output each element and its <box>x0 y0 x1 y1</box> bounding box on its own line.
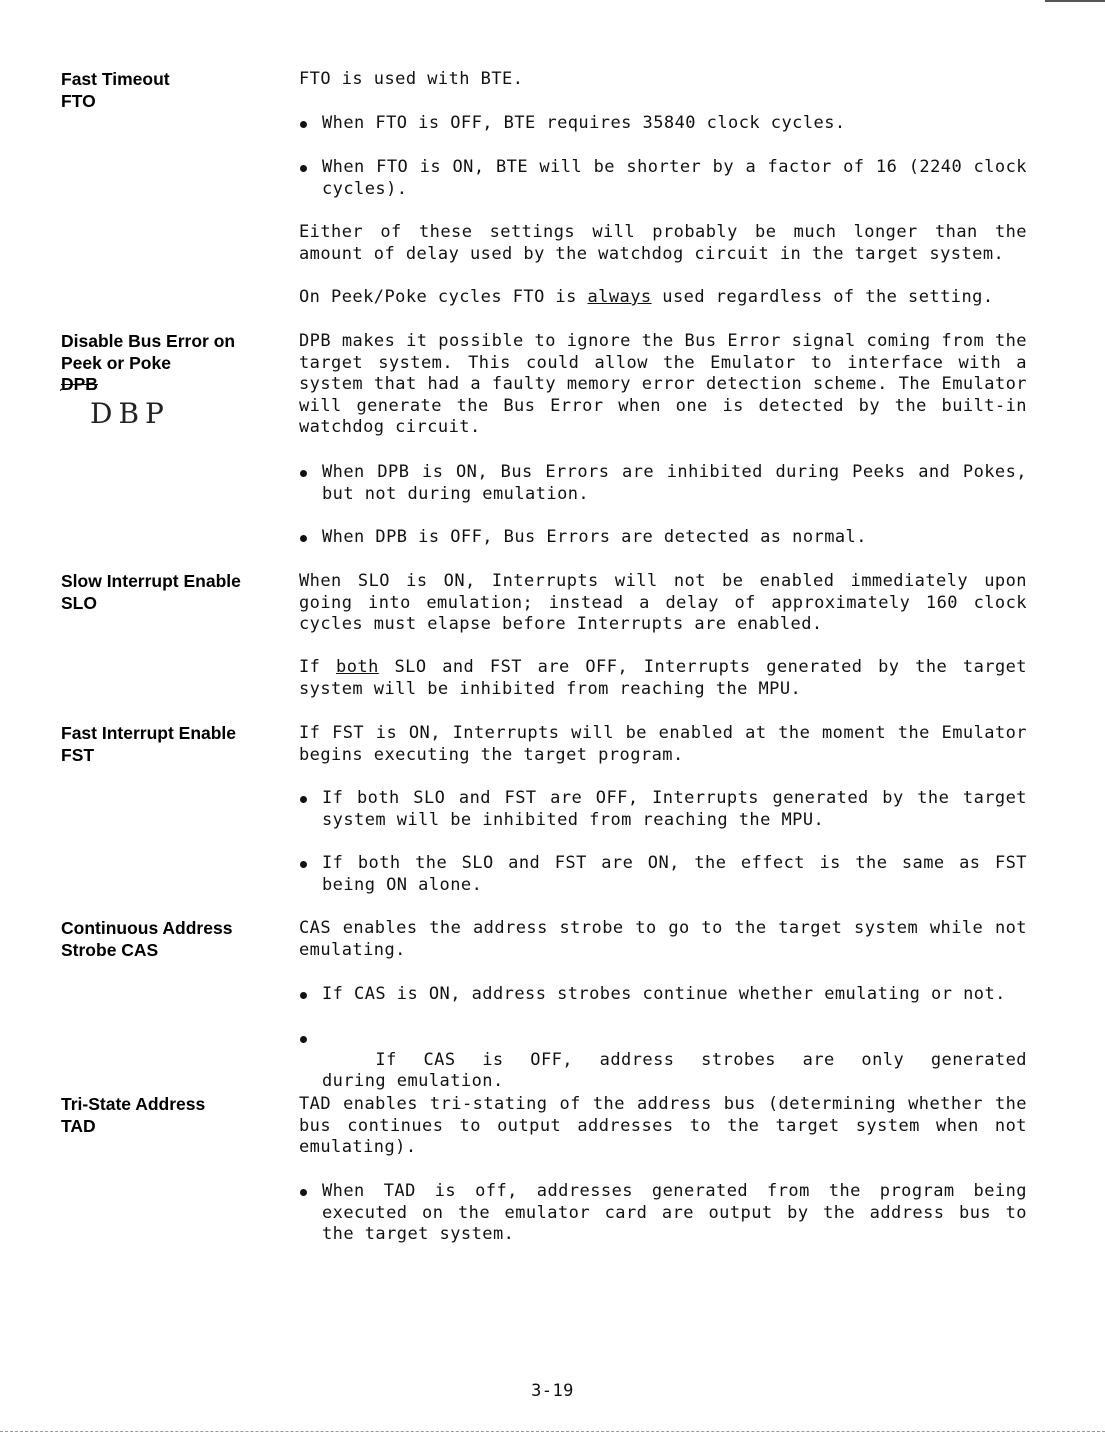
dpb-description: DPB makes it possible to ignore the Bus Error signal coming from the target system. This could allow the Emulator to interface with a system that had a faulty memory error detection scheme. The Emulator will generate the Bus Error when one is detected by the built-in watchdog circuit. <box>299 331 1027 438</box>
text-part: used regardless of the setting. <box>651 287 994 307</box>
bullet-icon <box>300 992 307 999</box>
scan-edge-line <box>0 1431 1105 1432</box>
bullet-text: When FTO is OFF, BTE requires 35840 clock cycles. <box>322 113 846 133</box>
term-abbrev: DPB <box>61 374 98 395</box>
term-abbrev: TAD <box>61 1115 96 1136</box>
fst-description: If FST is ON, Interrupts will be enabled at the moment the Emulator begins executing the target program. <box>299 723 1027 765</box>
handwritten-correction-mark <box>60 375 220 437</box>
bullet-text: If CAS is OFF, address strobes are only generated during emulation. <box>322 1049 1049 1092</box>
term-fast-timeout <box>61 69 296 112</box>
term-title: Tri-State Address <box>61 1094 206 1114</box>
bullet-icon <box>300 1189 307 1196</box>
fto-intro: FTO is used with BTE. <box>299 69 524 89</box>
bullet-icon <box>300 861 307 868</box>
fst-bullet-both-off <box>299 788 1027 831</box>
bullet-text: If both the SLO and FST are ON, the effect is the same as FST being ON alone. <box>322 853 1027 895</box>
term-title-line2: Peek or Poke <box>61 352 171 373</box>
bullet-icon <box>300 165 307 172</box>
term-fast-interrupt <box>61 723 296 766</box>
cas-bullet-on <box>299 984 1027 1006</box>
scan-edge-mark <box>1045 0 1105 2</box>
term-title: Continuous Address <box>61 918 233 938</box>
fto-bullet-on <box>299 157 1027 200</box>
bullet-icon <box>300 535 307 542</box>
handwritten-note: DBP <box>90 397 170 430</box>
slo-description: When SLO is ON, Interrupts will not be enabled immediately upon going into emulation; instead a delay of approximately 160 clock cycles must elapse before Interrupts are enabled. <box>299 571 1027 635</box>
term-title: Fast Timeout <box>61 69 170 89</box>
bullet-text: When TAD is off, addresses generated from the program being executed on the emulator card are output by the address bus to the target system. <box>322 1181 1027 1245</box>
dpb-bullet-on <box>299 462 1027 505</box>
term-abbrev: Strobe CAS <box>61 939 159 960</box>
tad-description: TAD enables tri-stating of the address bus (determining whether the bus continues to output addresses to the target system when not emulating). <box>299 1094 1027 1158</box>
bullet-text: If both SLO and FST are OFF, Interrupts generated by the target system will be inhibited from reaching the MPU. <box>322 788 1027 830</box>
bullet-icon <box>300 1036 307 1043</box>
bullet-text: When DPB is ON, Bus Errors are inhibited during Peeks and Pokes, but not during emulation. <box>322 462 1027 504</box>
text-part: If <box>299 657 337 677</box>
text-part: On Peek/Poke cycles FTO is <box>299 287 588 307</box>
underlined-word: both <box>336 657 379 677</box>
bullet-text: When FTO is ON, BTE will be shorter by a factor of 16 (2240 clock cycles). <box>322 157 1027 199</box>
term-title: Fast Interrupt Enable <box>61 723 237 743</box>
bullet-icon <box>300 796 307 803</box>
dpb-bullet-off <box>299 527 1027 549</box>
cas-description: CAS enables the address strobe to go to the target system while not emulating. <box>299 918 1027 960</box>
fto-bullet-off <box>299 113 1027 135</box>
term-abbrev: FST <box>61 744 95 765</box>
fto-delay-note: Either of these settings will probably be much longer than the amount of delay used by the watchdog circuit in the target system. <box>299 222 1027 264</box>
text-part: SLO and FST are OFF, Interrupts generated by the target system will be inhibited from reaching the MPU. <box>299 657 1027 699</box>
term-abbrev: SLO <box>61 592 97 613</box>
fst-bullet-both-on <box>299 853 1027 896</box>
fto-peek-poke-note <box>299 287 1027 309</box>
bullet-text: When DPB is OFF, Bus Errors are detected as normal. <box>322 527 867 547</box>
term-title: Disable Bus Error on <box>61 331 236 351</box>
term-title: Slow Interrupt Enable <box>61 571 241 591</box>
slo-note <box>299 657 1027 700</box>
term-abbrev: FTO <box>61 90 96 111</box>
bullet-icon <box>300 470 307 477</box>
term-slow-interrupt <box>61 571 296 614</box>
term-continuous-address-strobe <box>61 918 296 961</box>
bullet-text: If CAS is ON, address strobes continue whether emulating or not. <box>322 984 1006 1004</box>
page-number: 3-19 <box>531 1381 574 1401</box>
bullet-icon <box>300 121 307 128</box>
tad-bullet-off <box>299 1181 1027 1246</box>
underlined-word: always <box>587 287 652 307</box>
term-tri-state-address <box>61 1094 296 1137</box>
